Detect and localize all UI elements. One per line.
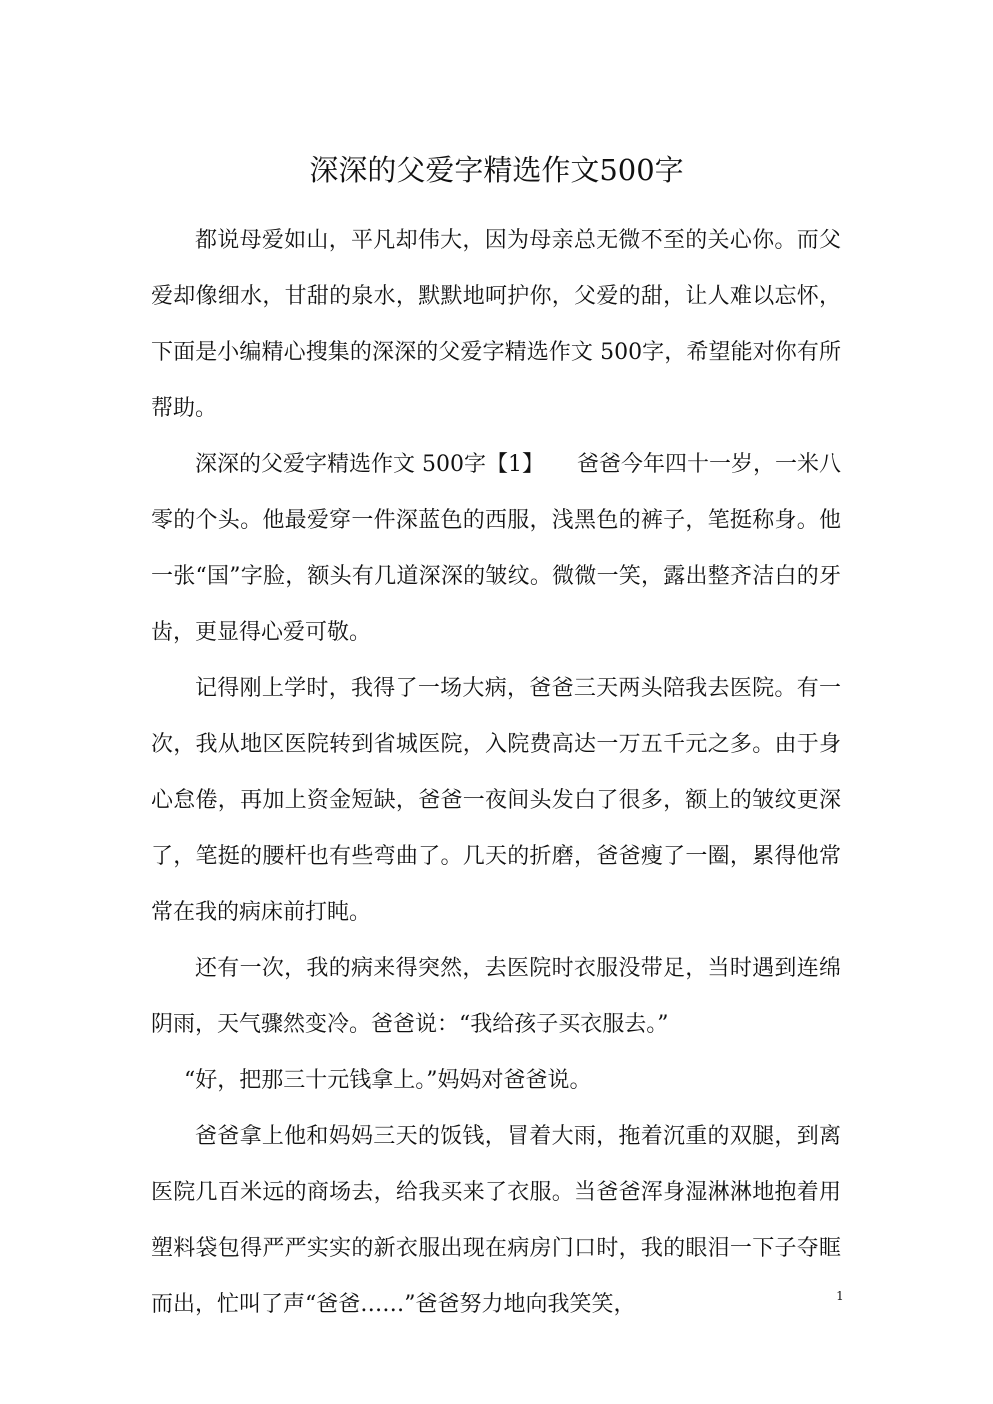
document-title: 深深的父爱字精选作文500字 xyxy=(309,153,684,187)
paragraph-clothes: 爸爸拿上他和妈妈三天的饭钱，冒着大雨，拖着沉重的双腿，到离医院几百米远的商场去，给我买来了衣服。当爸爸浑身湿淋淋地抱着用塑料袋包得严严实实的新衣服出现在病房门口时，我的眼泪一下子夺眶而出，忙叫了声“爸爸……”爸爸努力地向我笑笑， xyxy=(151,1124,841,1317)
paragraph-rain: 还有一次，我的病来得突然，去医院时衣服没带足，当时遇到连绵阴雨，天气骤然变冷。爸爸说：“我给孩子买衣服去。” xyxy=(151,956,841,1037)
paragraph-illness: 记得刚上学时，我得了一场大病，爸爸三天两头陪我去医院。有一次，我从地区医院转到省城医院，入院费高达一万五千元之多。由于身心怠倦，再加上资金短缺，爸爸一夜间头发白了很多，额上的皱纹更深了，笔挺的腰杆也有些弯曲了。几天的折磨，爸爸瘦了一圈，累得他常常在我的病床前打盹。 xyxy=(151,676,841,925)
document-body xyxy=(151,213,841,1333)
paragraph-mother-reply: “好，把那三十元钱拿上。”妈妈对爸爸说。 xyxy=(184,1068,592,1093)
paragraph-intro: 都说母爱如山，平凡却伟大，因为母亲总无微不至的关心你。而父爱却像细水，甘甜的泉水，默默地呵护你，父爱的甜，让人难以忘怀，下面是小编精心搜集的深深的父爱字精选作文 500字，希望能对你有所帮助。 xyxy=(151,228,841,421)
page-number: 1 xyxy=(836,1289,844,1303)
paragraph-section-1: 深深的父爱字精选作文 500字【1】 爸爸今年四十一岁，一米八零的个头。他最爱穿一件深蓝色的西服，浅黑色的裤子，笔挺称身。他一张“国”字脸，额头有几道深深的皱纹。微微一笑，露出整齐洁白的牙齿，更显得心爱可敬。 xyxy=(151,452,841,645)
